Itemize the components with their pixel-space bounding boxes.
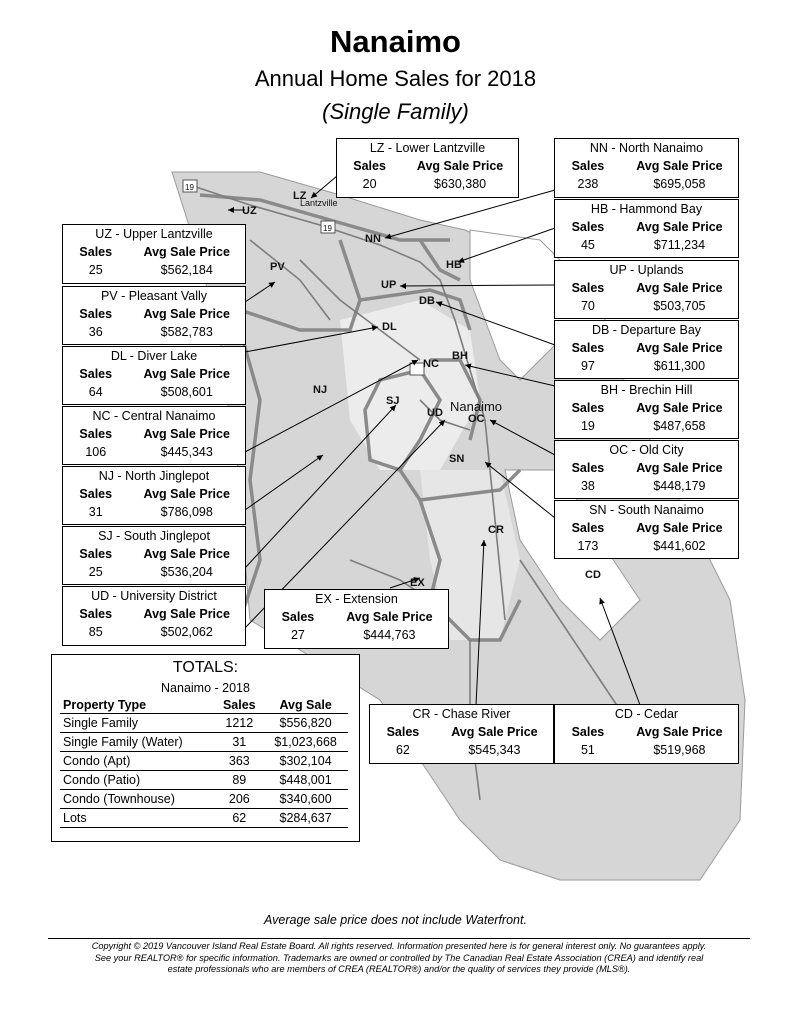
avg-value: $508,601	[160, 385, 213, 399]
avg-value: $503,705	[653, 299, 706, 313]
page-title: Nanaimo	[330, 24, 461, 59]
sales-count: 1212	[215, 714, 263, 733]
city-label: Nanaimo	[450, 399, 503, 414]
avg-label: Avg Sale Price	[143, 427, 230, 441]
area-box-ud	[62, 586, 246, 646]
sales-value: 238	[577, 177, 599, 191]
avg-value: $445,343	[160, 445, 213, 459]
sales-count: 363	[215, 752, 263, 771]
zone-label-pv: PV	[270, 261, 285, 273]
sales-label: Sales	[571, 281, 605, 295]
area-name: UD - University District	[91, 589, 217, 603]
zone-label-nj: NJ	[313, 384, 328, 396]
sales-label: Sales	[571, 159, 605, 173]
avg-value: $695,058	[653, 177, 706, 191]
zone-label-lz: LZ	[293, 190, 307, 202]
zone-label-nc: NC	[423, 358, 439, 370]
avg-sale: $448,001	[263, 771, 348, 790]
avg-value: $487,658	[653, 419, 706, 433]
area-name: OC - Old City	[609, 443, 684, 457]
sales-value: 31	[88, 505, 103, 519]
sales-label: Sales	[386, 725, 420, 739]
property-filter: (Single Family)	[322, 99, 469, 124]
zone-label-ud: UD	[427, 407, 443, 419]
table-row	[60, 790, 348, 809]
sales-value: 173	[577, 539, 599, 553]
area-box-db	[554, 320, 739, 379]
area-name: SN - South Nanaimo	[589, 503, 704, 517]
area-box-nc	[62, 406, 246, 465]
sales-label: Sales	[79, 307, 113, 321]
avg-value: $441,602	[653, 539, 706, 553]
avg-label: Avg Sale Price	[636, 401, 723, 415]
totals-title: TOTALS:	[172, 659, 239, 676]
avg-label: Avg Sale Price	[636, 521, 723, 535]
table-row	[60, 809, 348, 828]
area-box-sj	[62, 526, 246, 585]
avg-label: Avg Sale Price	[143, 245, 230, 259]
sales-value: 97	[580, 359, 595, 373]
area-box-nj	[62, 466, 246, 525]
sales-count: 206	[215, 790, 263, 809]
area-name: DB - Departure Bay	[591, 323, 702, 337]
sales-label: Sales	[571, 401, 605, 415]
zone-label-uz: UZ	[242, 205, 257, 217]
avg-label: Avg Sale Price	[636, 725, 723, 739]
waterfront-note: Average sale price does not include Waterfront.	[264, 913, 527, 927]
area-name: HB - Hammond Bay	[590, 202, 703, 216]
area-name: DL - Diver Lake	[110, 349, 198, 363]
area-box-up	[554, 260, 739, 319]
avg-value: $545,343	[468, 743, 521, 757]
area-box-lz	[336, 138, 519, 198]
sales-label: Sales	[571, 461, 605, 475]
area-name: NN - North Nanaimo	[589, 141, 704, 155]
area-box-dl	[62, 346, 246, 405]
avg-label: Avg Sale Price	[143, 307, 230, 321]
area-box-sn	[554, 500, 739, 559]
area-name: LZ - Lower Lantzville	[369, 141, 486, 155]
avg-value: $711,234	[653, 238, 706, 252]
copyright-line: See your REALTOR® for specific information. Trademarks are owned or controlled by The Canadian Real Estate Association (CREA) and identify real	[94, 952, 704, 963]
sales-label: Sales	[79, 367, 113, 381]
sales-value: 62	[395, 743, 410, 757]
area-box-uz	[62, 224, 246, 284]
avg-label: Avg Sale Price	[636, 461, 723, 475]
sales-value: 85	[88, 625, 103, 639]
avg-label: Avg Sale Price	[451, 725, 538, 739]
highway-number: 19	[185, 183, 194, 192]
sales-label: Sales	[571, 341, 605, 355]
zone-label-sj: SJ	[386, 395, 400, 407]
avg-value: $502,062	[160, 625, 213, 639]
sales-label: Sales	[79, 547, 113, 561]
avg-label: Avg Sale Price	[636, 281, 723, 295]
sales-value: 25	[88, 565, 103, 579]
area-box-oc	[554, 440, 739, 499]
zone-label-ex: EX	[410, 577, 425, 589]
sales-count: 89	[215, 771, 263, 790]
highway-shield	[410, 363, 424, 375]
avg-value: $562,184	[160, 263, 213, 277]
column-header: Avg Sale	[263, 697, 348, 714]
sales-label: Sales	[571, 725, 605, 739]
table-row	[60, 733, 348, 752]
avg-value: $519,968	[653, 743, 706, 757]
sales-label: Sales	[79, 487, 113, 501]
sales-label: Sales	[79, 607, 113, 621]
sales-label: Sales	[353, 159, 386, 173]
zone-label-db: DB	[419, 295, 435, 307]
area-name: NJ - North Jinglepot	[98, 469, 210, 483]
copyright-line: Copyright © 2019 Vancouver Island Real Estate Board. All rights reserved. Information presented here is for general interest only. No guarantees apply.	[91, 941, 707, 951]
copyright-notice	[48, 941, 750, 976]
avg-sale: $340,600	[263, 790, 348, 809]
sales-value: 38	[580, 479, 595, 493]
avg-value: $536,204	[160, 565, 213, 579]
sales-value: 36	[88, 325, 103, 339]
avg-label: Avg Sale Price	[143, 367, 230, 381]
avg-sale: $284,637	[263, 809, 348, 828]
avg-label: Avg Sale Price	[346, 610, 433, 624]
sales-value: 27	[290, 628, 305, 642]
area-name: CD - Cedar	[614, 707, 679, 721]
property-type: Condo (Apt)	[60, 752, 215, 771]
area-name: EX - Extension	[315, 592, 398, 606]
area-box-ex	[264, 589, 449, 649]
totals-panel	[51, 654, 360, 842]
property-type: Single Family (Water)	[60, 733, 215, 752]
table-row	[60, 714, 348, 733]
sales-value: 64	[88, 385, 103, 399]
area-name: UZ - Upper Lantzville	[95, 227, 213, 241]
zone-label-oc: OC	[468, 413, 485, 425]
sales-label: Sales	[571, 220, 605, 234]
column-header: Sales	[215, 697, 263, 714]
area-name: UP - Uplands	[609, 263, 684, 277]
avg-value: $582,783	[160, 325, 213, 339]
copyright-line: estate professionals who are members of CREA (REALTOR®) and/or the quality of services they provide (MLS®).	[167, 964, 631, 974]
sales-value: 106	[85, 445, 107, 459]
sales-value: 70	[580, 299, 595, 313]
property-type: Condo (Townhouse)	[60, 790, 215, 809]
zone-label-dl: DL	[382, 321, 397, 333]
footer-divider	[48, 938, 750, 939]
zone-label-bh: BH	[452, 350, 468, 362]
sales-label: Sales	[79, 245, 113, 259]
area-box-cr	[369, 704, 554, 764]
area-name: NC - Central Nanaimo	[92, 409, 216, 423]
totals-table	[60, 697, 348, 828]
zone-label-up: UP	[381, 279, 397, 291]
zone-label-cr: CR	[488, 524, 504, 536]
zone-label-hb: HB	[446, 259, 462, 271]
property-type: Single Family	[60, 714, 215, 733]
sales-value: 25	[88, 263, 103, 277]
avg-label: Avg Sale Price	[636, 220, 723, 234]
zone-label-sn: SN	[449, 453, 465, 465]
avg-value: $630,380	[434, 177, 487, 191]
town-label: Lantzville	[300, 198, 338, 208]
avg-label: Avg Sale Price	[143, 607, 230, 621]
avg-sale: $1,023,668	[263, 733, 348, 752]
table-row	[60, 771, 348, 790]
area-box-cd	[554, 704, 739, 764]
sales-value: 45	[580, 238, 595, 252]
avg-value: $611,300	[653, 359, 706, 373]
page-subtitle: Annual Home Sales for 2018	[254, 66, 537, 91]
area-name: SJ - South Jinglepot	[98, 529, 210, 543]
column-header: Property Type	[60, 697, 215, 714]
sales-label: Sales	[281, 610, 315, 624]
avg-label: Avg Sale Price	[636, 159, 723, 173]
avg-value: $448,179	[653, 479, 706, 493]
avg-label: Avg Sale Price	[636, 341, 723, 355]
avg-value: $444,763	[363, 628, 416, 642]
avg-sale: $302,104	[263, 752, 348, 771]
table-header-row	[60, 697, 348, 714]
zone-label-cd: CD	[585, 569, 601, 581]
sales-value: 20	[362, 177, 377, 191]
area-box-hb	[554, 199, 739, 258]
area-box-pv	[62, 286, 246, 345]
table-row	[60, 752, 348, 771]
sales-label: Sales	[79, 427, 113, 441]
totals-subtitle: Nanaimo - 2018	[161, 681, 250, 695]
sales-count: 62	[215, 809, 263, 828]
sales-count: 31	[215, 733, 263, 752]
sales-value: 51	[580, 743, 595, 757]
property-type: Condo (Patio)	[60, 771, 215, 790]
area-name: CR - Chase River	[412, 707, 511, 721]
zone-label-nn: NN	[365, 233, 381, 245]
sales-label: Sales	[571, 521, 605, 535]
area-name: BH - Brechin Hill	[600, 383, 693, 397]
area-box-nn	[554, 138, 739, 198]
sales-value: 19	[580, 419, 595, 433]
avg-label: Avg Sale Price	[416, 159, 504, 173]
avg-sale: $556,820	[263, 714, 348, 733]
avg-label: Avg Sale Price	[143, 547, 230, 561]
area-box-bh	[554, 380, 739, 439]
area-name: PV - Pleasant Vally	[100, 289, 208, 303]
avg-label: Avg Sale Price	[143, 487, 230, 501]
highway-number: 19	[323, 224, 332, 233]
avg-value: $786,098	[160, 505, 213, 519]
property-type: Lots	[60, 809, 215, 828]
